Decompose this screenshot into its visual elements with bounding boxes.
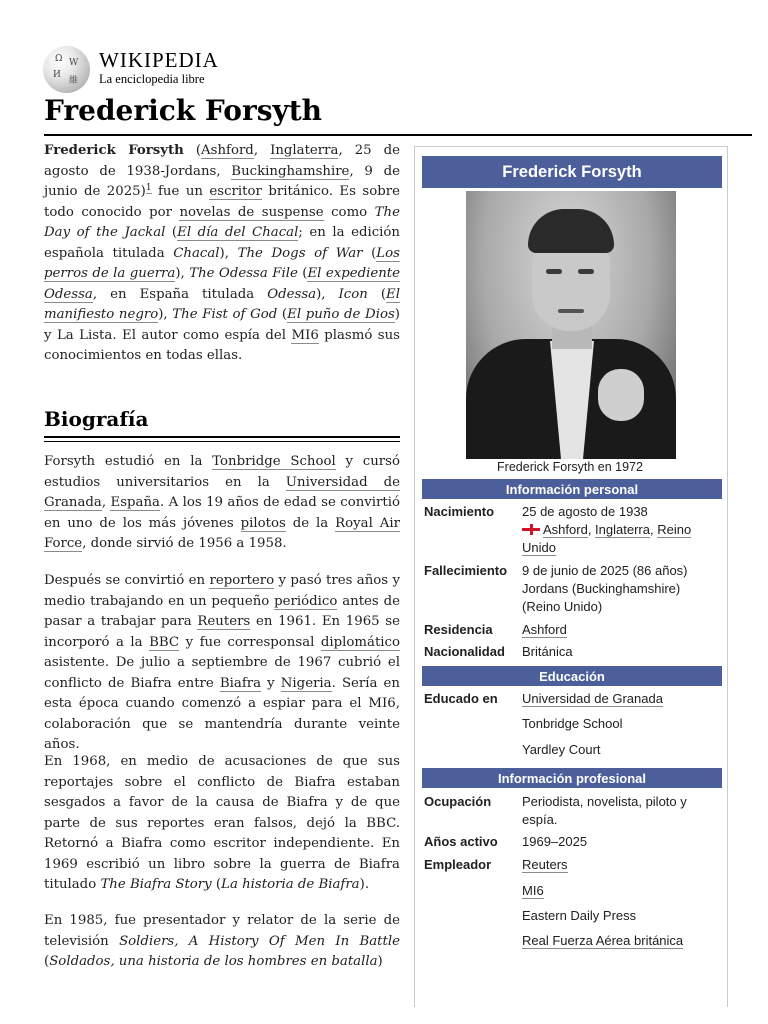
infobox (414, 146, 728, 1007)
link-manifiesto[interactable]: El manifiesto negro (44, 286, 400, 322)
link-reportero[interactable]: reportero (209, 573, 275, 588)
link-ashford[interactable]: Ashford (543, 522, 588, 537)
value-empleador-4 (522, 932, 720, 950)
birth-date: 25 de agosto de 1938 (522, 504, 648, 519)
text: ). (359, 877, 370, 892)
portrait-photo[interactable] (466, 191, 676, 459)
value-nacimiento: 25 de agosto de 1938 Ashford, Inglaterra, Reino Unido (522, 503, 720, 557)
text: ( (183, 143, 202, 158)
label-nacimiento: Nacimiento (424, 504, 495, 519)
text: y (261, 675, 281, 691)
book-title: The Dogs of War (237, 245, 363, 261)
link-tonbridge[interactable]: Tonbridge School (212, 454, 336, 469)
title-divider (44, 134, 752, 136)
series-title: Soldiers, A History Of Men In Battle (119, 933, 400, 949)
globe-glyph: 維 (69, 76, 79, 86)
text: asistente. De julio a septiembre de 1967 cubrió el conflicto de Biafra entre (44, 655, 400, 691)
text: , (253, 143, 271, 158)
link-espana[interactable]: España (110, 495, 160, 510)
text: fue un (151, 184, 210, 199)
text: . A los 19 años de edad se convirtió en uno de los más jóvenes (44, 495, 400, 531)
biography-paragraph (44, 752, 400, 896)
text: ( (362, 245, 377, 261)
text: ( (44, 954, 50, 969)
text: ), (158, 307, 173, 322)
link-mi6[interactable]: MI6 (291, 327, 319, 343)
section-divider (44, 441, 400, 442)
book-title: La historia de Biafra (221, 877, 360, 892)
link-dia-chacal[interactable]: El día del Chacal (177, 225, 299, 240)
globe-glyph: W (69, 58, 79, 68)
wikipedia-wordmark[interactable] (99, 48, 219, 87)
text: ( (297, 266, 308, 281)
book-title: The Biafra Story (100, 877, 212, 892)
text: plasmó sus conocimientos en todas ellas. (44, 327, 401, 363)
photo-caption: Frederick Forsyth en 1972 (497, 460, 643, 474)
text: ), (219, 245, 238, 261)
value-anos-activo: 1969–2025 (522, 834, 588, 849)
book-title: Chacal (173, 245, 220, 261)
text: británico. Es sobre todo conocido por (44, 184, 400, 220)
value-empleador-2 (522, 882, 720, 900)
link-ashford[interactable]: Ashford (522, 622, 567, 637)
text: . Sería en esta época cuando comenzó a espiar para el MI6, colaboración que se mantendría durante veinte años. (44, 675, 400, 752)
series-title: Soldados, una historia de los hombres en batalla (49, 954, 378, 969)
link-bbc[interactable]: BBC (149, 634, 180, 650)
link-diplomatico[interactable]: diplomático (320, 634, 400, 650)
text: ( (367, 286, 387, 302)
section-heading: Biografía (44, 407, 149, 431)
label-anos-activo: Años activo (424, 834, 498, 849)
link-pilotos[interactable]: pilotos (240, 515, 286, 531)
england-flag-icon (522, 524, 540, 535)
text: y cursó estudios universitarios en la (44, 454, 400, 490)
label-nacionalidad: Nacionalidad (424, 644, 505, 659)
book-title: The Fist of God (172, 307, 278, 322)
globe-glyph: Ω (55, 54, 63, 64)
value-educado-1 (522, 690, 720, 708)
value-empleador-1 (522, 856, 720, 874)
value-residencia (522, 621, 720, 639)
text: ( (165, 225, 178, 240)
book-title: The Odessa File (189, 266, 298, 281)
link-reuters[interactable]: Reuters (197, 614, 251, 629)
link-perros[interactable]: Los perros de la guerra (44, 245, 400, 281)
biography-paragraph (44, 911, 400, 973)
label-residencia: Residencia (424, 622, 493, 637)
text: ), (316, 286, 339, 302)
link-reino-unido[interactable]: Reino Unido (522, 522, 692, 555)
link-universidad-granada[interactable]: Universidad de Granada (522, 691, 663, 706)
link-inglaterra[interactable]: Inglaterra (270, 143, 339, 158)
link-granada[interactable]: Universidad de Granada (44, 474, 400, 510)
wikipedia-globe-logo[interactable] (43, 46, 90, 93)
text: como (323, 204, 375, 220)
label-ocupacion: Ocupación (424, 794, 492, 809)
link-puno[interactable]: El puño de Dios (287, 307, 395, 322)
text: Después se convirtió en (44, 573, 210, 588)
page-title: Frederick Forsyth (44, 94, 323, 127)
link-inglaterra[interactable]: Inglaterra (595, 522, 650, 537)
text: y fue corresponsal (179, 634, 321, 650)
text: ; en la edición española titulada (44, 225, 400, 261)
photo-hair (528, 209, 614, 253)
book-title: Odessa (267, 286, 317, 302)
label-empleador: Empleador (424, 857, 492, 872)
value-empleador-3: Eastern Daily Press (522, 908, 637, 923)
photo-eye (546, 269, 562, 274)
link-ashford[interactable]: Ashford (201, 143, 254, 158)
book-title: Icon (338, 286, 368, 302)
text: ) (377, 954, 383, 969)
label-educado-en: Educado en (424, 691, 498, 706)
section-divider (44, 436, 400, 438)
text: , donde sirvió de 1956 a 1958. (82, 536, 287, 551)
site-title: WIKIPEDIA (99, 48, 219, 72)
text: ( (277, 307, 288, 322)
text: ), (175, 266, 190, 281)
text: En 1968, en medio de acusaciones de que sus reportajes sobre el conflicto de Biafra estaban sesgados a favor de la causa de Biafra y de que parte de sus reportes eran falsos, dejó la BBC. Retornó a Biafra como escritor independiente. En 1969 escribió un libro sobre la guerra de Biafra titulado (44, 754, 400, 892)
book-title: The Day of the Jackal (44, 204, 400, 240)
text: de la (285, 515, 336, 531)
link-real-fuerza-aerea[interactable]: Real Fuerza Aérea británica (522, 933, 684, 948)
link-periodico[interactable]: periódico (274, 593, 338, 609)
text: antes de pasar a trabajar para (44, 593, 400, 629)
value-fallecimiento: 9 de junio de 2025 (86 años) Jordans (Buckinghamshire) (Reino Unido) (522, 563, 688, 614)
link-biafra[interactable]: Biafra (219, 675, 262, 691)
value-educado-2: Tonbridge School (522, 716, 623, 731)
lead-paragraph (44, 141, 400, 367)
text: y pasó tres años y medio trabajando en un pequeño (44, 573, 400, 609)
link-expediente[interactable]: El expediente Odessa (44, 266, 400, 302)
value-educado-3: Yardley Court (522, 742, 601, 757)
text: , 25 de agosto de 1938-Jordans, (44, 143, 400, 179)
text: Forsyth estudió en la (44, 454, 213, 469)
label-fallecimiento: Fallecimiento (424, 563, 508, 578)
reference-link[interactable]: 1 (145, 182, 152, 193)
text: , (101, 495, 111, 510)
subject-name: Frederick Forsyth (44, 143, 184, 158)
link-raf[interactable]: Royal Air Force (44, 515, 400, 551)
infobox-section-educacion: Educación (422, 666, 722, 686)
link-novelas[interactable]: novelas de suspense (179, 204, 324, 220)
biography-paragraph (44, 452, 400, 555)
text: , 9 de junio de 2025) (44, 163, 400, 199)
link-mi6[interactable]: MI6 (522, 883, 544, 898)
biography-paragraph (44, 571, 400, 756)
text: en 1961. En 1965 se incorporó a la (44, 614, 401, 650)
link-escritor[interactable]: escritor (209, 184, 262, 199)
text: , en España titulada (92, 286, 268, 302)
photo-hand (598, 369, 644, 421)
infobox-title: Frederick Forsyth (422, 156, 722, 188)
text: ( (211, 877, 222, 892)
photo-eye (578, 269, 594, 274)
value-ocupacion: Periodista, novelista, piloto y espía. (522, 794, 687, 827)
site-subtitle: La enciclopedia libre (99, 72, 205, 86)
infobox-section-personal: Información personal (422, 479, 722, 499)
link-reuters[interactable]: Reuters (522, 857, 568, 872)
text: En 1985, fue presentador y relator de la serie de televisión (44, 913, 400, 949)
link-buckinghamshire[interactable]: Buckinghamshire (231, 163, 350, 179)
photo-mouth (558, 309, 584, 313)
text: ) y La Lista. El autor como espía del (44, 307, 400, 343)
globe-glyph: И (53, 70, 61, 80)
value-nacionalidad: Británica (522, 644, 573, 659)
link-nigeria[interactable]: Nigeria (280, 675, 332, 691)
infobox-section-profesional: Información profesional (422, 768, 722, 788)
